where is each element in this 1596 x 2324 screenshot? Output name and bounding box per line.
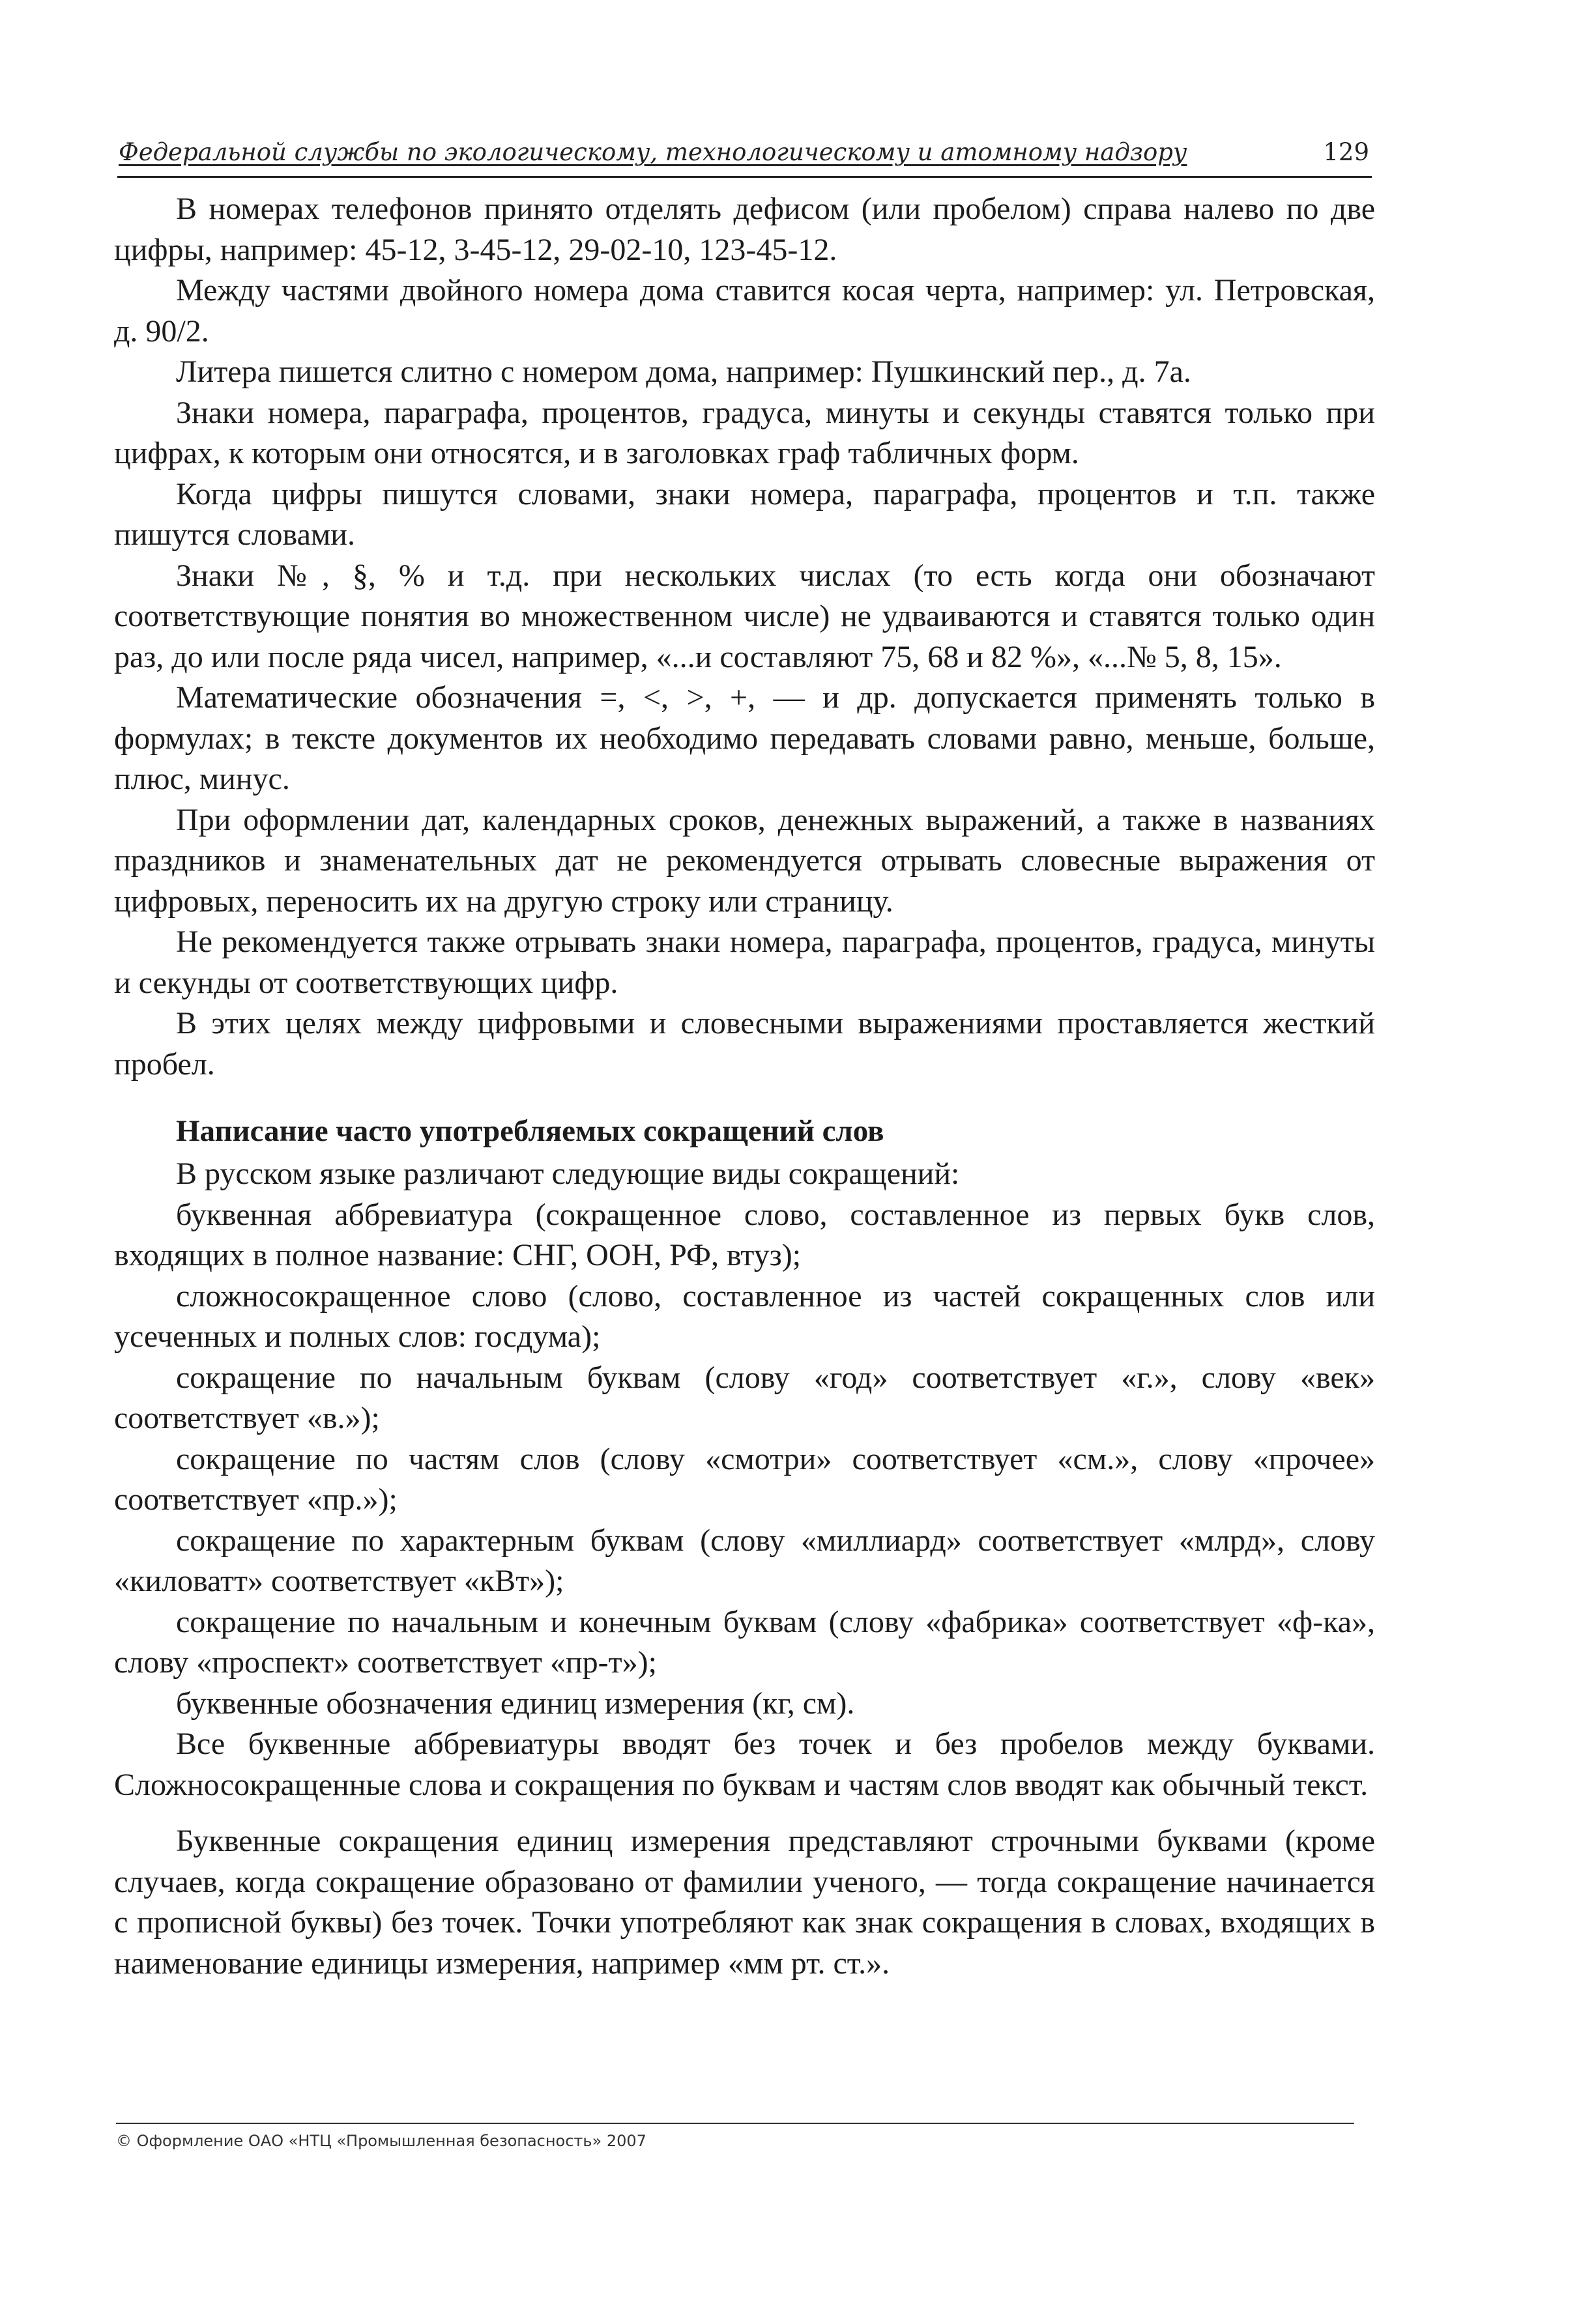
- paragraph: Знаки номера, параграфа, процентов, градуса, минуты и секунды ставятся только при цифрах, к которым они относятся, и в заголовках граф табличных форм.: [114, 395, 1375, 470]
- list-item: сокращение по характерным буквам (слову «миллиард» соответствует «млрд», слову «киловатт» соответствует «кВт»);: [114, 1523, 1375, 1598]
- page-footer: [116, 2123, 1354, 2150]
- paragraph: Все буквенные аббревиатуры вводят без точек и без пробелов между буквами. Сложносокращенные слова и сокращения по буквам и частям слов вводят как обычный текст.: [114, 1727, 1375, 1802]
- paragraph: Математические обозначения =, <, >, +, — и др. допускается применять только в формулах; в тексте документов их необходимо передавать словами равно, меньше, больше, плюс, минус.: [114, 680, 1375, 796]
- paragraph: При оформлении дат, календарных сроков, денежных выражений, а также в названиях праздников и знаменательных дат не рекомендуется отрывать словесные выражения от цифровых, переносить их на другую строку или страницу.: [114, 802, 1375, 919]
- list-item: сложносокращенное слово (слово, составленное из частей сокращенных слов или усеченных и полных слов: госдума);: [114, 1278, 1375, 1354]
- list-item: сокращение по частям слов (слову «смотри» соответствует «см.», слову «прочее» соответствует «пр.»);: [114, 1441, 1375, 1517]
- paragraph: Литера пишется слитно с номером дома, например: Пушкинский пер., д. 7а.: [176, 354, 1191, 389]
- list-item: сокращение по начальным буквам (слову «год» соответствует «г.», слову «век» соответствует «в.»);: [114, 1360, 1375, 1435]
- paragraph: Когда цифры пишутся словами, знаки номера, параграфа, процентов и т.п. также пишутся словами.: [114, 476, 1375, 552]
- running-title: Федеральной службы по экологическому, технологическому и атомному надзору: [119, 138, 1187, 166]
- list-item: сокращение по начальным и конечным буквам (слову «фабрика» соответствует «ф-ка», слову «проспект» соответствует «пр-т»);: [114, 1604, 1375, 1680]
- paragraph: Между частями двойного номера дома ставится косая черта, например: ул. Петровская, д. 90/2.: [114, 273, 1375, 349]
- section-heading: Написание часто употребляемых сокращений слов: [176, 1114, 884, 1148]
- page-header: [117, 136, 1372, 178]
- page-number: 129: [1323, 138, 1369, 166]
- list-item: буквенная аббревиатура (сокращенное слово, составленное из первых букв слов, входящих в полное название: СНГ, ООН, РФ, втуз);: [114, 1197, 1375, 1272]
- paragraph: Знаки №, §, % и т.д. при нескольких числах (то есть когда они обозначают соответствующие понятия во множественном числе) не удваиваются и ставятся только один раз, до или после ряда чисел, например, «...и составляют 75, 68 и 82 %», «...№ 5, 8, 15».: [114, 558, 1375, 674]
- paragraph: В этих целях между цифровыми и словесными выражениями проставляется жесткий пробел.: [114, 1006, 1375, 1082]
- paragraph: В русском языке различают следующие виды сокращений:: [176, 1156, 960, 1191]
- paragraph: Не рекомендуется также отрывать знаки номера, параграфа, процентов, градуса, минуты и секунды от соответствующих цифр.: [114, 925, 1375, 1000]
- copyright-text: © Оформление ОАО «НТЦ «Промышленная безопасность» 2007: [116, 2132, 646, 2150]
- list-item: буквенные обозначения единиц измерения (кг, см).: [176, 1686, 855, 1721]
- paragraph: В номерах телефонов принято отделять дефисом (или пробелом) справа налево по две цифры, например: 45-12, 3-45-12, 29-02-10, 123-45-12.: [114, 192, 1375, 267]
- paragraph: Буквенные сокращения единиц измерения представляют строчными буквами (кроме случаев, когда сокращение образовано от фамилии ученого, — тогда сокращение начинается с прописной буквы) без точек. Точки употребляют как знак сокращения в словах, входящих в наименование единицы измерения, например «мм рт. ст.».: [114, 1824, 1375, 1981]
- page-body: [114, 189, 1375, 1984]
